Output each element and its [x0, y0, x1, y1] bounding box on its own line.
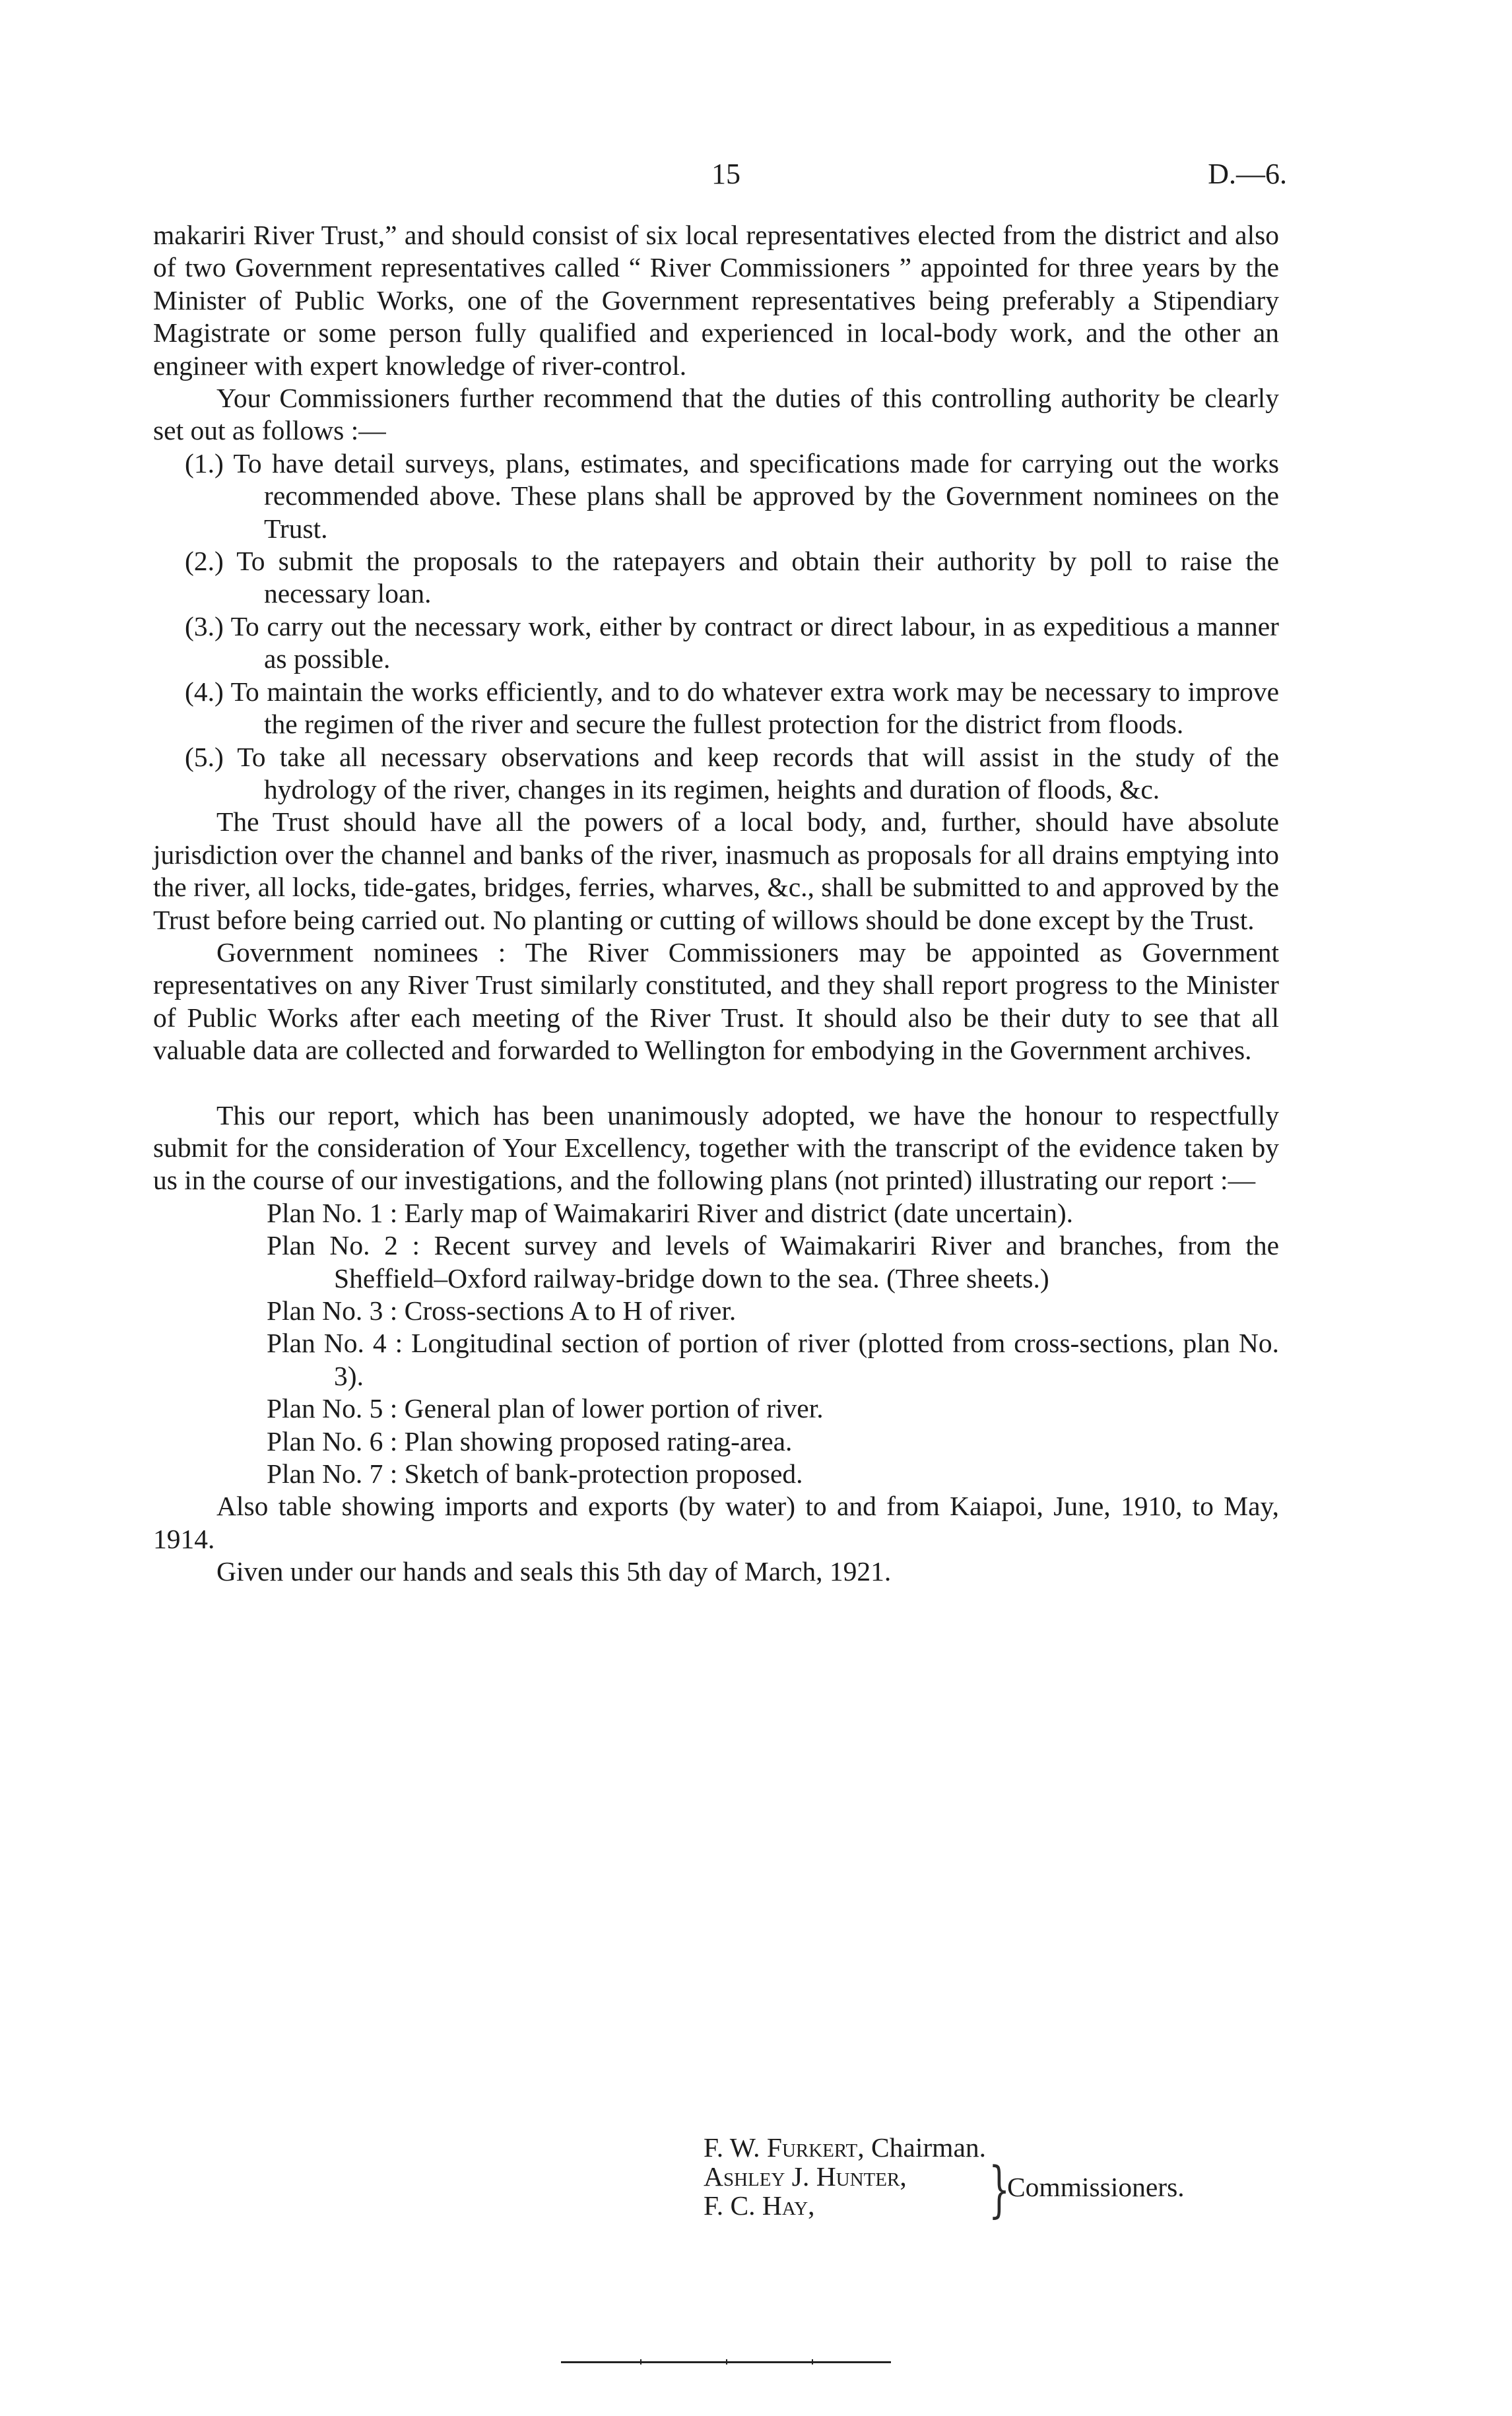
closing-rule [561, 2361, 891, 2363]
paragraph-imports-table: Also table showing imports and exports (by water) to and from Kaiapoi, June, 1910, to May, 1914. [153, 1491, 1279, 1554]
paragraph-signing-date: Given under our hands and seals this 5th day of March, 1921. [216, 1556, 892, 1587]
commissioners-title: Commissioners. [1007, 2172, 1185, 2202]
rule-tick [640, 2359, 641, 2365]
document-reference: D.—6. [1208, 158, 1287, 190]
plan-item: Plan No. 5 : General plan of lower portion of river. [267, 1393, 824, 1424]
paragraph-trust-composition: makariri River Trust,” and should consist of six local representatives elected from the district and also of two Government representatives called “ River Commissioners ” appointed for three years by the Minister of Public Works, one of the Government representatives being preferably a Stipendiary Magistrate or some person fully qualified and experienced in local-body work, and the other an engineer with expert knowledge of river-control. [153, 220, 1279, 381]
duty-item: (5.) To take all necessary observations and keep records that will assist in the study of the hydrology of the river, changes in its regimen, heights and duration of floods, &c. [185, 741, 1279, 804]
commissioner-name: Ashley J. Hunter, [704, 2161, 907, 2192]
paragraph-duties-intro: Your Commissioners further recommend that the duties of this controlling authority be clearly set out as follows :— [153, 383, 1279, 446]
plan-item: Plan No. 7 : Sketch of bank-protection proposed. [267, 1458, 803, 1489]
paragraph-trust-powers: The Trust should have all the powers of a local body, and, further, should have absolute jurisdiction over the channel and banks of the river, inasmuch as proposals for all drains emptying into the river, all locks, tide-gates, bridges, ferries, wharves, &c., shall be submitted to and approved by the Trust before being carried out. No planting or cutting of willows should be done except by the Trust. [153, 806, 1279, 935]
rule-tick [812, 2359, 813, 2365]
rule-tick [726, 2359, 727, 2365]
duty-item: (2.) To submit the proposals to the ratepayers and obtain their authority by poll to raise the necessary loan. [185, 546, 1279, 609]
plan-item: Plan No. 4 : Longitudinal section of portion of river (plotted from cross-sections, plan No. 3). [267, 1328, 1279, 1391]
duties-list [153, 447, 1279, 806]
report-body [153, 219, 1279, 1588]
paragraph-report-submission: This our report, which has been unanimously adopted, we have the honour to respectfully submit for the consideration of Your Excellency, together with the transcript of the evidence taken by us in the course of our investigations, and the following plans (not printed) illustrating our report :— [153, 1099, 1279, 1196]
plan-item: Plan No. 6 : Plan showing proposed rating-area. [267, 1425, 793, 1456]
chairman-title: , Chairman. [857, 2132, 986, 2163]
plan-item: Plan No. 3 : Cross-sections A to H of river. [267, 1295, 737, 1326]
duty-item: (3.) To carry out the necessary work, either by contract or direct labour, in as expeditious a manner as possible. [185, 610, 1279, 674]
signature-block [704, 2132, 1284, 2225]
paragraph-government-nominees: Government nominees : The River Commissioners may be appointed as Government representatives on any River Trust similarly constituted, and they shall report progress to the Minister of Public Works after each meeting of the River Trust. It should also be their duty to see that all valuable data are collected and forwarded to Wellington for embodying in the Government archives. [153, 936, 1279, 1066]
chairman-name: F. W. Furkert [704, 2132, 858, 2163]
paragraph-spacer [153, 1067, 1279, 1099]
page-number: 15 [711, 158, 740, 190]
plans-list [153, 1197, 1279, 1491]
plan-item: Plan No. 1 : Early map of Waimakariri River and district (date uncertain). [267, 1197, 1074, 1228]
brace-glyph: } [989, 2154, 1010, 2225]
commissioner-name: F. C. Hay, [704, 2190, 815, 2221]
duty-item: (1.) To have detail surveys, plans, estimates, and specifications made for carrying out the works recommended above. These plans shall be approved by the Government nominees on the Trust. [185, 447, 1279, 544]
plan-item: Plan No. 2 : Recent survey and levels of Waimakariri River and branches, from the Sheffield–Oxford railway-bridge down to the sea. (Three sheets.) [267, 1230, 1279, 1293]
duty-item: (4.) To maintain the works efficiently, and to do whatever extra work may be necessary to improve the regimen of the river and secure the fullest protection for the district from floods. [185, 676, 1279, 740]
